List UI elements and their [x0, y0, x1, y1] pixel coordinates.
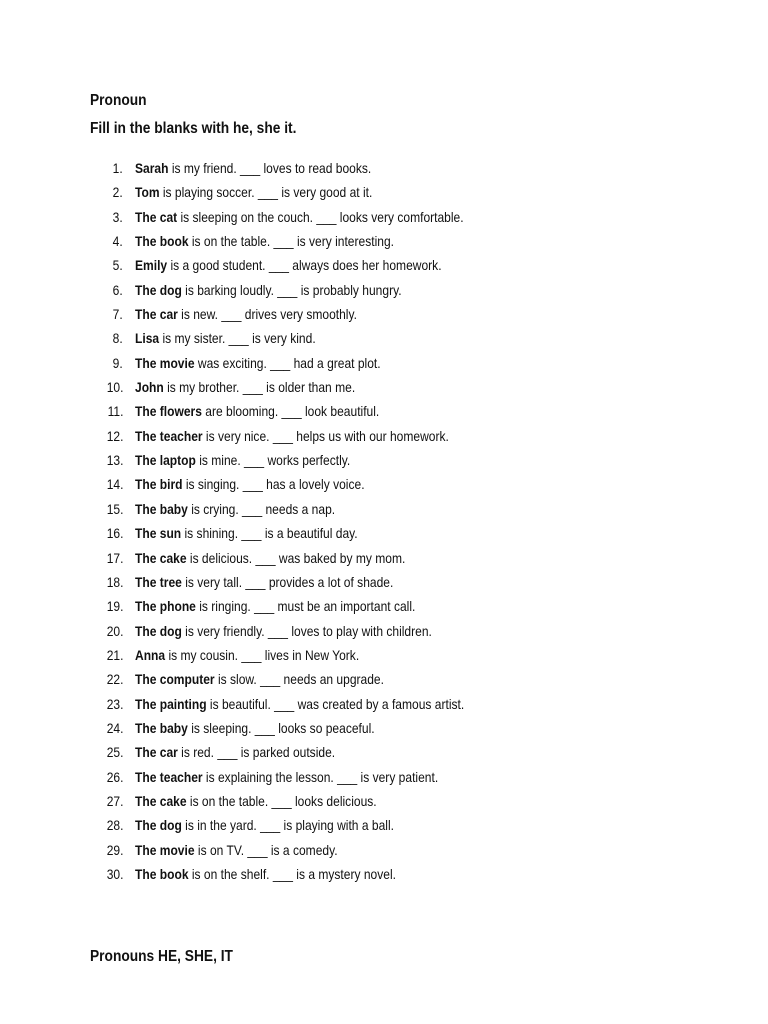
list-item — [0, 742, 768, 766]
list-item — [0, 621, 768, 645]
item-sentence — [135, 160, 371, 176]
item-subject: The dog — [135, 817, 182, 834]
item-text: is on the table. ___ looks delicious. — [186, 792, 377, 809]
list-item — [0, 572, 768, 596]
item-text: are blooming. ___ look beautiful. — [201, 403, 380, 420]
item-text: is singing. ___ has a lovely voice. — [182, 476, 365, 493]
item-subject: The cat — [135, 208, 178, 225]
item-text: is crying. ___ needs a nap. — [187, 500, 336, 517]
list-item — [0, 328, 768, 352]
item-text: was exciting. ___ had a great plot. — [194, 354, 381, 371]
item-subject: The painting — [135, 695, 207, 712]
item-text: is on the table. ___ is very interesting. — [188, 233, 394, 250]
item-text: is my brother. ___ is older than me. — [163, 379, 356, 396]
item-sentence — [135, 233, 394, 249]
item-sentence — [135, 623, 432, 639]
list-item — [0, 669, 768, 693]
item-sentence — [135, 720, 375, 736]
list-item — [0, 426, 768, 450]
item-subject: The teacher — [135, 768, 203, 785]
item-number: 26. — [106, 768, 123, 785]
item-subject: The flowers — [135, 403, 202, 420]
item-sentence — [135, 574, 393, 590]
list-item — [0, 548, 768, 572]
item-sentence — [135, 476, 365, 492]
item-subject: The movie — [135, 841, 195, 858]
item-sentence — [135, 817, 394, 833]
list-item — [0, 840, 768, 864]
item-text: is on the shelf. ___ is a mystery novel. — [188, 865, 396, 882]
item-number: 24. — [106, 719, 123, 736]
list-item — [0, 182, 768, 206]
item-subject: Lisa — [135, 330, 160, 347]
item-number: 11. — [107, 403, 123, 420]
list-item — [0, 207, 768, 231]
item-number: 14. — [106, 476, 123, 493]
item-subject: Tom — [135, 184, 160, 201]
item-number: 10. — [106, 379, 123, 396]
item-number: 7. — [112, 306, 123, 323]
item-number: 23. — [106, 695, 123, 712]
item-sentence — [135, 866, 396, 882]
item-sentence — [135, 330, 316, 346]
list-item — [0, 791, 768, 815]
item-number: 6. — [112, 281, 123, 298]
section-heading: Pronouns HE, SHE, IT — [90, 948, 233, 965]
item-text: is very friendly. ___ loves to play with children. — [181, 622, 432, 639]
item-subject: The tree — [135, 573, 182, 590]
list-item — [0, 353, 768, 377]
list-item — [0, 255, 768, 279]
list-item — [0, 401, 768, 425]
item-subject: The car — [135, 306, 178, 323]
item-number: 13. — [106, 452, 123, 469]
item-number: 19. — [106, 598, 123, 615]
item-sentence — [135, 671, 384, 687]
item-text: is very tall. ___ provides a lot of shade. — [181, 573, 394, 590]
item-subject: The phone — [135, 598, 196, 615]
item-number: 21. — [106, 646, 123, 663]
item-subject: The movie — [135, 354, 195, 371]
item-subject: The baby — [135, 719, 188, 736]
item-sentence — [135, 501, 335, 517]
item-subject: The cake — [135, 549, 187, 566]
list-item — [0, 694, 768, 718]
list-item — [0, 499, 768, 523]
item-number: 27. — [106, 792, 123, 809]
item-subject: The teacher — [135, 427, 203, 444]
item-number: 16. — [106, 525, 123, 542]
item-number: 20. — [106, 622, 123, 639]
item-sentence — [135, 793, 377, 809]
item-number: 25. — [106, 744, 123, 761]
list-item — [0, 596, 768, 620]
item-text: is my friend. ___ loves to read books. — [168, 160, 372, 176]
item-text: is my sister. ___ is very kind. — [159, 330, 316, 347]
item-sentence — [135, 525, 358, 541]
item-subject: The book — [135, 233, 189, 250]
item-number: 29. — [106, 841, 123, 858]
item-number: 1. — [112, 160, 123, 176]
item-subject: Emily — [135, 257, 168, 274]
item-number: 18. — [106, 573, 123, 590]
item-number: 9. — [112, 354, 123, 371]
list-item — [0, 280, 768, 304]
item-subject: The cake — [135, 792, 187, 809]
item-sentence — [135, 257, 442, 273]
item-text: is sleeping on the couch. ___ looks very comfortable. — [177, 208, 464, 225]
document-title: Pronoun — [90, 92, 147, 109]
list-item — [0, 158, 768, 182]
item-text: is slow. ___ needs an upgrade. — [214, 671, 384, 688]
item-text: is delicious. ___ was baked by my mom. — [186, 549, 406, 566]
list-item — [0, 474, 768, 498]
item-subject: The sun — [135, 525, 182, 542]
item-subject: The bird — [135, 476, 183, 493]
item-sentence — [135, 842, 338, 858]
item-text: is mine. ___ works perfectly. — [195, 452, 351, 469]
item-text: is my cousin. ___ lives in New York. — [165, 646, 360, 663]
list-item — [0, 304, 768, 328]
item-number: 4. — [112, 233, 123, 250]
item-text: is very nice. ___ helps us with our homework. — [202, 427, 449, 444]
item-number: 3. — [112, 208, 123, 225]
item-sentence — [135, 306, 357, 322]
item-subject: The computer — [135, 671, 215, 688]
item-sentence — [135, 428, 449, 444]
item-sentence — [135, 550, 405, 566]
item-number: 8. — [112, 330, 123, 347]
item-text: is red. ___ is parked outside. — [177, 744, 336, 761]
item-sentence — [135, 647, 359, 663]
list-item — [0, 767, 768, 791]
list-item — [0, 718, 768, 742]
item-number: 22. — [106, 671, 123, 688]
item-text: is on TV. ___ is a comedy. — [194, 841, 338, 858]
item-sentence — [135, 355, 381, 371]
item-subject: The laptop — [135, 452, 196, 469]
item-number: 2. — [112, 184, 123, 201]
item-sentence — [135, 403, 379, 419]
list-item — [0, 450, 768, 474]
item-number: 12. — [106, 427, 123, 444]
item-number: 30. — [106, 865, 123, 882]
item-sentence — [135, 598, 415, 614]
item-text: is in the yard. ___ is playing with a ball. — [181, 817, 394, 834]
list-item — [0, 377, 768, 401]
item-sentence — [135, 209, 464, 225]
item-sentence — [135, 282, 402, 298]
list-item — [0, 864, 768, 888]
item-text: is a good student. ___ always does her homework. — [167, 257, 442, 274]
item-number: 17. — [106, 549, 123, 566]
item-sentence — [135, 452, 350, 468]
item-sentence — [135, 744, 335, 760]
item-subject: Anna — [135, 646, 166, 663]
item-subject: The baby — [135, 500, 188, 517]
exercise-instruction: Fill in the blanks with he, she it. — [90, 120, 297, 137]
item-number: 28. — [106, 817, 123, 834]
item-sentence — [135, 769, 438, 785]
item-text: is new. ___ drives very smoothly. — [177, 306, 357, 323]
item-text: is shining. ___ is a beautiful day. — [181, 525, 358, 542]
list-item — [0, 523, 768, 547]
item-number: 5. — [112, 257, 123, 274]
item-text: is sleeping. ___ looks so peaceful. — [187, 719, 375, 736]
item-subject: The book — [135, 865, 189, 882]
item-sentence — [135, 379, 355, 395]
list-item — [0, 645, 768, 669]
item-text: is explaining the lesson. ___ is very patient. — [202, 768, 439, 785]
list-item — [0, 231, 768, 255]
list-item — [0, 815, 768, 839]
item-text: is ringing. ___ must be an important call. — [195, 598, 416, 615]
item-text: is playing soccer. ___ is very good at it. — [159, 184, 373, 201]
item-text: is barking loudly. ___ is probably hungry. — [181, 281, 402, 298]
item-text: is beautiful. ___ was created by a famous artist. — [206, 695, 465, 712]
item-number: 15. — [106, 500, 123, 517]
item-subject: Sarah — [135, 160, 169, 176]
item-subject: The car — [135, 744, 178, 761]
exercise-list — [0, 158, 768, 888]
item-subject: The dog — [135, 281, 182, 298]
item-sentence — [135, 184, 372, 200]
item-subject: The dog — [135, 622, 182, 639]
item-subject: John — [135, 379, 164, 396]
item-sentence — [135, 696, 464, 712]
